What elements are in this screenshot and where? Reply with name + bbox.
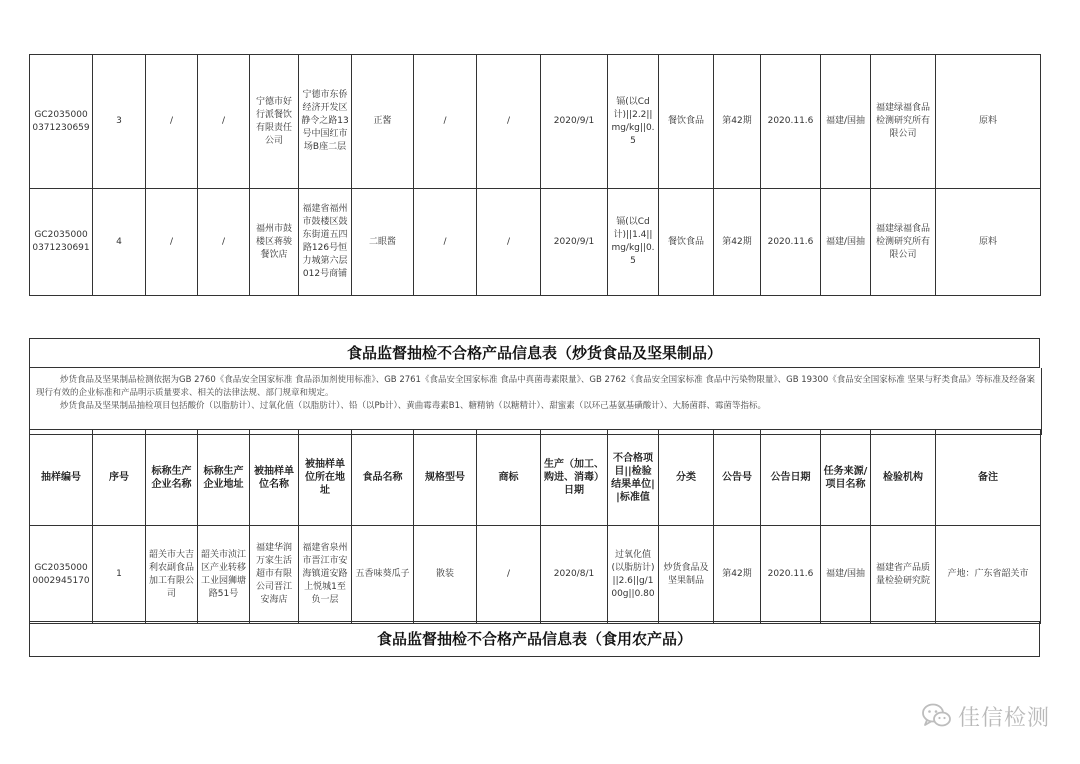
header-sample-id: 抽样编号 [30, 430, 93, 526]
header-sampled-unit: 被抽样单位名称 [250, 430, 299, 526]
top-results-table [29, 54, 1041, 296]
watermark-text: 佳信检测 [957, 705, 1050, 731]
header-sampled-addr: 被抽样单位所在地址 [299, 430, 352, 526]
producer-cell: / [146, 55, 198, 189]
header-spec: 规格型号 [414, 430, 477, 526]
table-row [30, 526, 1041, 624]
sample-id-cell: GC20350000002945170 [30, 526, 93, 624]
item-cell: 过氧化值(以脂肪计)||2.6||g/100g||0.80 [608, 526, 659, 624]
product-cell: 二眼酱 [352, 189, 414, 296]
nuts-results-table [29, 429, 1041, 624]
seq-cell: 4 [93, 189, 146, 296]
remark-cell: 原料 [936, 189, 1041, 296]
sampled-unit-cell: 福建华润万家生活超市有限公司晋江安海店 [250, 526, 299, 624]
description-basis: 炒货食品及坚果制品检测依据为GB 2760《食品安全国家标准 食品添加剂使用标准》、GB 2761《食品安全国家标准 食品中真菌毒素限量》、GB 2762《食品安全国家标准 食品中污染物限量》、GB 19300《食品安全国家标准 坚果与籽类食品》等标准及经备案现行有效的企业标准和产品明示质量要求、相关的法律法规、部门规章和规定。 [36, 375, 1035, 398]
header-task-source: 任务来源/项目名称 [821, 430, 871, 526]
task-source-cell: 福建/国抽 [821, 55, 871, 189]
sampled-addr-cell: 福建省福州市鼓楼区鼓东街道五四路126号恒力城第六层012号商铺 [299, 189, 352, 296]
task-source-cell: 福建/国抽 [821, 189, 871, 296]
lab-cell: 福建绿福食品检测研究所有限公司 [871, 55, 936, 189]
bulletin-cell: 第42期 [714, 526, 761, 624]
brand-cell: / [477, 526, 541, 624]
bulletin-cell: 第42期 [714, 189, 761, 296]
header-bulletin: 公告号 [714, 430, 761, 526]
header-item: 不合格项目||检验结果单位||标准值 [608, 430, 659, 526]
product-cell: 正酱 [352, 55, 414, 189]
table-row [30, 189, 1041, 296]
product-cell: 五香味葵瓜子 [352, 526, 414, 624]
header-date: 生产（加工、购进、消毒）日期 [541, 430, 608, 526]
description-items: 炒货食品及坚果制品抽检项目包括酸价（以脂肪计）、过氧化值（以脂肪计）、铅（以Pb计）、黄曲霉毒素B1、糖精钠（以糖精计）、甜蜜素（以环己基氨基磺酸计）、大肠菌群、霉菌等指标。 [60, 401, 767, 411]
section-title-agri: 食品监督抽检不合格产品信息表（食用农产品） [29, 621, 1040, 657]
header-product: 食品名称 [352, 430, 414, 526]
table-row [30, 55, 1041, 189]
bulletin-date-cell: 2020.11.6 [761, 189, 821, 296]
sample-id-cell: GC20350000371230691 [30, 189, 93, 296]
item-cell: 镉(以Cd计)||2.2||mg/kg||0.5 [608, 55, 659, 189]
producer-addr-cell: 韶关市浈江区产业转移工业园狮塘路51号 [198, 526, 250, 624]
header-seq: 序号 [93, 430, 146, 526]
header-category: 分类 [659, 430, 714, 526]
remark-cell: 产地：广东省韶关市 [936, 526, 1041, 624]
watermark [922, 698, 1050, 734]
remark-cell: 原料 [936, 55, 1041, 189]
date-cell: 2020/9/1 [541, 55, 608, 189]
producer-addr-cell: / [198, 189, 250, 296]
spec-cell: 散装 [414, 526, 477, 624]
header-producer: 标称生产企业名称 [146, 430, 198, 526]
header-brand: 商标 [477, 430, 541, 526]
wechat-icon [922, 703, 952, 729]
header-bulletin-date: 公告日期 [761, 430, 821, 526]
brand-cell: / [477, 189, 541, 296]
producer-cell: / [146, 189, 198, 296]
lab-cell: 福建绿福食品检测研究所有限公司 [871, 189, 936, 296]
seq-cell: 3 [93, 55, 146, 189]
producer-cell: 韶关市大吉利农副食品加工有限公司 [146, 526, 198, 624]
header-remark: 备注 [936, 430, 1041, 526]
spec-cell: / [414, 189, 477, 296]
sampled-unit-cell: 福州市鼓楼区蒋骏餐饮店 [250, 189, 299, 296]
category-cell: 炒货食品及坚果制品 [659, 526, 714, 624]
sample-id-cell: GC20350000371230659 [30, 55, 93, 189]
section-title-nuts: 食品监督抽检不合格产品信息表（炒货食品及坚果制品） [29, 338, 1040, 368]
header-producer-addr: 标称生产企业地址 [198, 430, 250, 526]
brand-cell: / [477, 55, 541, 189]
bulletin-date-cell: 2020.11.6 [761, 55, 821, 189]
spec-cell: / [414, 55, 477, 189]
producer-addr-cell: / [198, 55, 250, 189]
date-cell: 2020/9/1 [541, 189, 608, 296]
sampled-addr-cell: 福建省泉州市晋江市安海镇道安路上悦城1至负一层 [299, 526, 352, 624]
date-cell: 2020/8/1 [541, 526, 608, 624]
header-row [30, 430, 1041, 526]
sampled-unit-cell: 宁德市好行派餐饮有限责任公司 [250, 55, 299, 189]
sampled-addr-cell: 宁德市东侨经济开发区静令之路13号中国红市场B座二层 [299, 55, 352, 189]
item-cell: 镉(以Cd计)||1.4||mg/kg||0.5 [608, 189, 659, 296]
task-source-cell: 福建/国抽 [821, 526, 871, 624]
section-description [29, 368, 1042, 435]
bulletin-date-cell: 2020.11.6 [761, 526, 821, 624]
category-cell: 餐饮食品 [659, 55, 714, 189]
lab-cell: 福建省产品质量检验研究院 [871, 526, 936, 624]
seq-cell: 1 [93, 526, 146, 624]
category-cell: 餐饮食品 [659, 189, 714, 296]
header-lab: 检验机构 [871, 430, 936, 526]
bulletin-cell: 第42期 [714, 55, 761, 189]
